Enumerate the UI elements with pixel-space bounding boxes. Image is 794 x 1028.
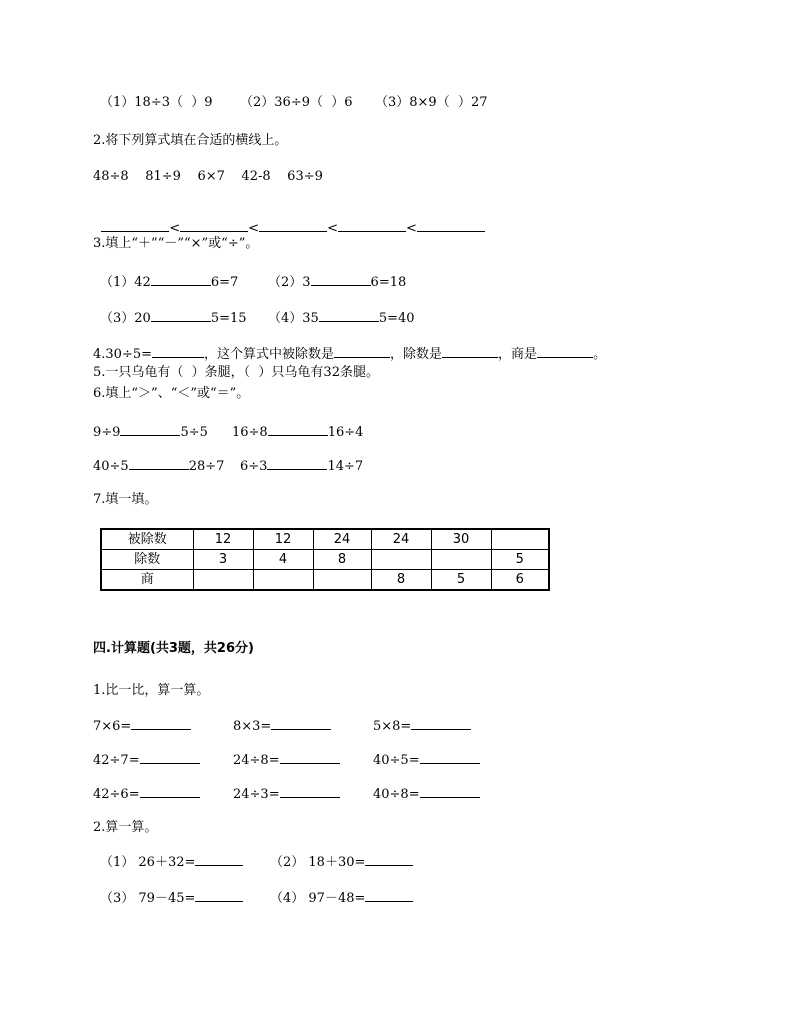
calc-2-item <box>270 853 413 871</box>
calc-2-item <box>100 889 243 907</box>
table-row-divisor <box>101 550 549 570</box>
table-cell: 24 <box>313 529 371 550</box>
q4-part: 。 <box>593 347 607 362</box>
answer-blank[interactable] <box>365 889 413 902</box>
expression: 24÷8= <box>233 753 280 768</box>
compare-item-3: （3）8×9（ ）27 <box>375 95 488 110</box>
calc-1-title: 1.比一比，算一算。 <box>93 683 210 698</box>
expression: 42÷6= <box>93 787 140 802</box>
table-cell[interactable] <box>193 570 253 591</box>
question-5: 5.一只乌龟有（ ）条腿，（ ）只乌龟有32条腿。 <box>93 365 379 380</box>
table-cell: 8 <box>313 550 371 570</box>
table-cell[interactable] <box>431 550 491 570</box>
item-right: 5=15 <box>210 311 247 326</box>
table-cell[interactable] <box>491 529 549 550</box>
q4-part: ，这个算式中被除数是 <box>204 347 335 362</box>
answer-blank[interactable] <box>267 457 327 470</box>
table-cell[interactable] <box>253 570 313 591</box>
question-7-title: 7.填一填。 <box>93 492 158 507</box>
calc-2-title: 2.算一算。 <box>93 820 158 835</box>
table-cell: 12 <box>253 529 313 550</box>
question-3-item-3 <box>100 309 247 327</box>
calc-1-item <box>373 751 480 769</box>
answer-blank[interactable] <box>101 219 169 232</box>
less-than-sign: < <box>169 221 181 236</box>
answer-blank[interactable] <box>280 751 340 764</box>
calc-1-item <box>373 785 480 803</box>
question-6-item-2 <box>232 423 363 441</box>
answer-blank[interactable] <box>537 345 593 358</box>
answer-blank[interactable] <box>120 423 180 436</box>
answer-blank[interactable] <box>442 345 498 358</box>
item-left: 40÷5 <box>93 459 129 474</box>
answer-blank[interactable] <box>420 751 480 764</box>
question-3-item-1 <box>100 273 238 291</box>
compare-item-2: （2）36÷9（ ）6 <box>240 95 353 110</box>
less-than-sign: < <box>248 221 260 236</box>
answer-blank[interactable] <box>259 219 327 232</box>
expression: 24÷3= <box>233 787 280 802</box>
answer-blank[interactable] <box>129 457 189 470</box>
table-cell: 5 <box>491 550 549 570</box>
item-right: 6=7 <box>210 275 239 290</box>
expression: 40÷5= <box>373 753 420 768</box>
table-cell: 30 <box>431 529 491 550</box>
question-3-title: 3.填上“＋”“－”“×”或“÷”。 <box>93 236 259 251</box>
less-than-sign: < <box>405 221 417 236</box>
item-right: 14÷7 <box>327 459 364 474</box>
table-cell: 6 <box>491 570 549 591</box>
answer-blank[interactable] <box>268 423 328 436</box>
question-6-item-3 <box>93 457 224 475</box>
item-right: 5÷5 <box>180 425 208 440</box>
table-cell: 24 <box>371 529 431 550</box>
answer-blank[interactable] <box>140 751 200 764</box>
answer-blank[interactable] <box>151 309 211 322</box>
answer-blank[interactable] <box>195 889 243 902</box>
answer-blank[interactable] <box>151 273 211 286</box>
answer-blank[interactable] <box>411 717 471 730</box>
question-3-item-4 <box>268 309 415 327</box>
calc-1-item <box>233 751 340 769</box>
question-6-item-1 <box>93 423 208 441</box>
answer-blank[interactable] <box>311 273 371 286</box>
table-row-quotient <box>101 570 549 591</box>
q4-part: ，除数是 <box>390 347 443 362</box>
expression: 40÷8= <box>373 787 420 802</box>
item-right: 5=40 <box>378 311 415 326</box>
item-right: 28÷7 <box>188 459 225 474</box>
less-than-sign: < <box>327 221 338 236</box>
question-6-item-4 <box>240 457 363 475</box>
item-right: 16÷4 <box>327 425 364 440</box>
calc-1-item <box>233 785 340 803</box>
calc-2-item <box>270 889 413 907</box>
calc-2-item <box>100 853 243 871</box>
answer-blank[interactable] <box>195 853 243 866</box>
expression: 5×8= <box>373 719 412 734</box>
table-cell: 12 <box>193 529 253 550</box>
table-cell: 商 <box>101 570 193 591</box>
table-cell: 8 <box>371 570 431 591</box>
item-left: 9÷9 <box>93 425 121 440</box>
item-left: （2）3 <box>268 275 311 290</box>
question-2-ordering-line <box>93 203 485 237</box>
answer-blank[interactable] <box>417 219 485 232</box>
compare-item-1: （1）18÷3（ ）9 <box>100 95 213 110</box>
answer-blank[interactable] <box>271 717 331 730</box>
answer-blank[interactable] <box>334 345 390 358</box>
answer-blank[interactable] <box>338 219 406 232</box>
expression: （3） 79－45= <box>100 891 196 906</box>
table-row-dividend <box>101 529 549 550</box>
item-left: 6÷3 <box>240 459 268 474</box>
expression: 8×3= <box>233 719 272 734</box>
calc-1-item <box>373 717 471 735</box>
answer-blank[interactable] <box>152 345 204 358</box>
expression: （1） 26＋32= <box>100 855 196 870</box>
expression: 42÷7= <box>93 753 140 768</box>
expression: （4） 97－48= <box>270 891 366 906</box>
answer-blank[interactable] <box>180 219 248 232</box>
answer-blank[interactable] <box>319 309 379 322</box>
calc-1-item <box>93 785 200 803</box>
calc-1-item <box>233 717 331 735</box>
expression: 7×6= <box>93 719 132 734</box>
calc-1-item <box>93 751 200 769</box>
question-2-title: 2.将下列算式填在合适的横线上。 <box>93 133 288 148</box>
answer-blank[interactable] <box>280 785 340 798</box>
expression: （2） 18＋30= <box>270 855 366 870</box>
table-cell: 被除数 <box>101 529 193 550</box>
question-4 <box>93 345 606 363</box>
item-left: （4）35 <box>268 311 319 326</box>
table-cell: 3 <box>193 550 253 570</box>
question-2-expressions: 48÷8 81÷9 6×7 42-8 63÷9 <box>93 169 323 184</box>
table-cell: 5 <box>431 570 491 591</box>
table-cell[interactable] <box>371 550 431 570</box>
item-left: （3）20 <box>100 311 151 326</box>
item-right: 6=18 <box>370 275 407 290</box>
answer-blank[interactable] <box>131 717 191 730</box>
item-left: （1）42 <box>100 275 151 290</box>
question-3-item-2 <box>268 273 406 291</box>
item-left: 16÷8 <box>232 425 268 440</box>
table-cell: 除数 <box>101 550 193 570</box>
section-4-heading: 四.计算题(共3题，共26分) <box>93 641 254 656</box>
answer-blank[interactable] <box>420 785 480 798</box>
q4-part: ，商是 <box>498 347 538 362</box>
table-cell: 4 <box>253 550 313 570</box>
question-6-title: 6.填上“＞”、“＜”或“＝”。 <box>93 386 250 401</box>
table-cell[interactable] <box>313 570 371 591</box>
division-table <box>100 528 550 591</box>
answer-blank[interactable] <box>365 853 413 866</box>
calc-1-item <box>93 717 191 735</box>
answer-blank[interactable] <box>140 785 200 798</box>
q4-part: 4.30÷5= <box>93 347 153 362</box>
